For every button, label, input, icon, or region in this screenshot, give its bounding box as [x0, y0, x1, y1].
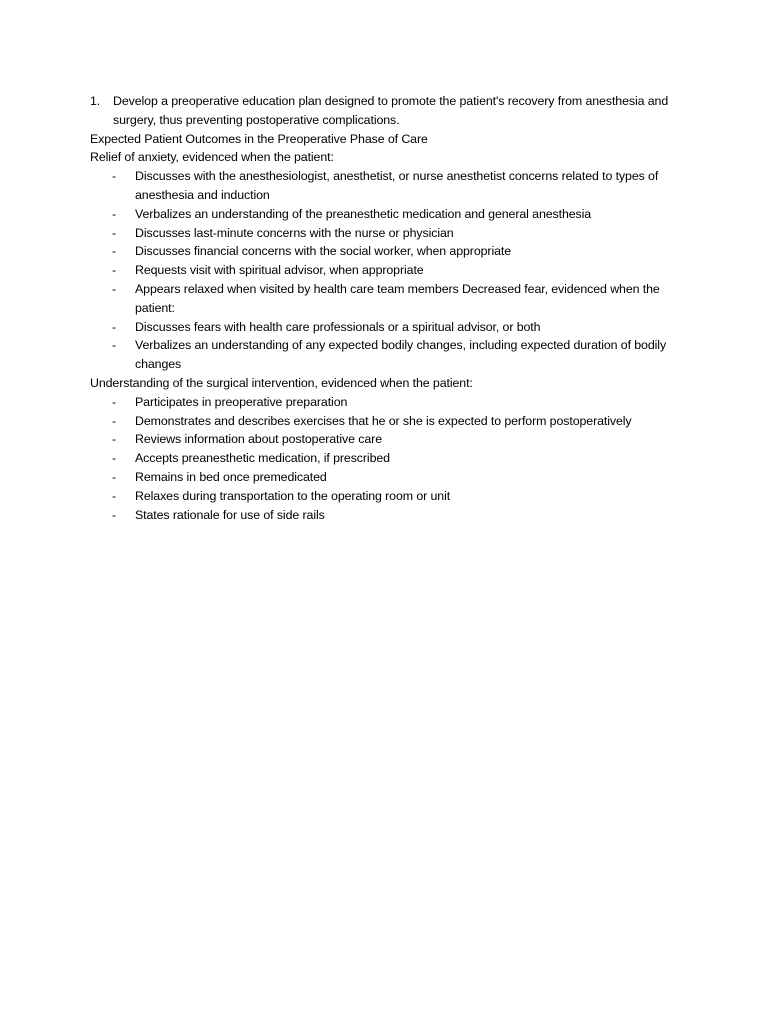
list-item-text: Remains in bed once premedicated [135, 469, 327, 484]
section-label-anxiety: Relief of anxiety, evidenced when the patient: [90, 150, 334, 165]
list-item [90, 318, 680, 337]
list-item-text: Verbalizes an understanding of the preanesthetic medication and general anesthesia [135, 206, 592, 221]
list-item-text: Verbalizes an understanding of any expected bodily changes, including expected duration of bodily changes [135, 338, 667, 372]
bullet-dash: - [112, 263, 117, 278]
bullet-dash: - [112, 225, 117, 240]
list-item [90, 224, 680, 243]
list-item-text: Discusses with the anesthesiologist, anesthetist, or nurse anesthetist concerns related to types of anesthesia and induction [135, 169, 659, 202]
list-item-text: Accepts preanesthetic medication, if prescribed [135, 451, 390, 466]
list-item-text: States rationale for use of side rails [135, 507, 325, 522]
list-item [90, 449, 680, 468]
bullet-dash: - [112, 338, 117, 353]
bullet-dash: - [112, 488, 117, 503]
list-item [90, 487, 680, 506]
list-item-text: Discusses financial concerns with the social worker, when appropriate [135, 244, 512, 259]
list-item [90, 506, 680, 525]
list-item-text: Reviews information about postoperative care [135, 432, 382, 447]
numbered-item [90, 92, 680, 130]
bullet-dash: - [112, 244, 117, 259]
list-item-text: Relaxes during transportation to the operating room or unit [135, 488, 451, 503]
list-item [90, 393, 680, 412]
list-item [90, 430, 680, 449]
list-item [90, 280, 680, 318]
outcome-list-anxiety [90, 167, 680, 374]
list-item [90, 336, 680, 374]
document-page [90, 92, 680, 524]
list-item-text: Discusses fears with health care professionals or a spiritual advisor, or both [135, 319, 541, 334]
list-item-text: Demonstrates and describes exercises that he or she is expected to perform postoperatively [135, 413, 632, 428]
list-item-text: Participates in preoperative preparation [135, 394, 348, 409]
bullet-dash: - [112, 281, 117, 296]
list-item-text: Discusses last-minute concerns with the nurse or physician [135, 225, 454, 240]
bullet-dash: - [112, 432, 117, 447]
bullet-dash: - [112, 469, 117, 484]
outcome-list-understanding [90, 393, 680, 525]
list-item [90, 242, 680, 261]
list-item [90, 468, 680, 487]
list-item-text: Requests visit with spiritual advisor, when appropriate [135, 263, 424, 278]
section-label-understanding: Understanding of the surgical intervention, evidenced when the patient: [90, 375, 473, 390]
bullet-dash: - [112, 413, 117, 428]
list-item [90, 412, 680, 431]
bullet-dash: - [112, 319, 117, 334]
list-item [90, 261, 680, 280]
bullet-dash: - [112, 507, 117, 522]
bullet-dash: - [112, 451, 117, 466]
bullet-dash: - [112, 206, 117, 221]
list-item [90, 205, 680, 224]
document-heading: Expected Patient Outcomes in the Preoperative Phase of Care [90, 131, 428, 146]
item-number: 1. [90, 94, 101, 108]
bullet-dash: - [112, 394, 117, 409]
list-item [90, 167, 680, 205]
bullet-dash: - [112, 169, 117, 184]
item-text: Develop a preoperative education plan designed to promote the patient's recovery from anesthesia and surgery, thus preventing postoperative complications. [113, 94, 669, 127]
list-item-text: Appears relaxed when visited by health care team members Decreased fear, evidenced when the patient: [135, 281, 660, 315]
